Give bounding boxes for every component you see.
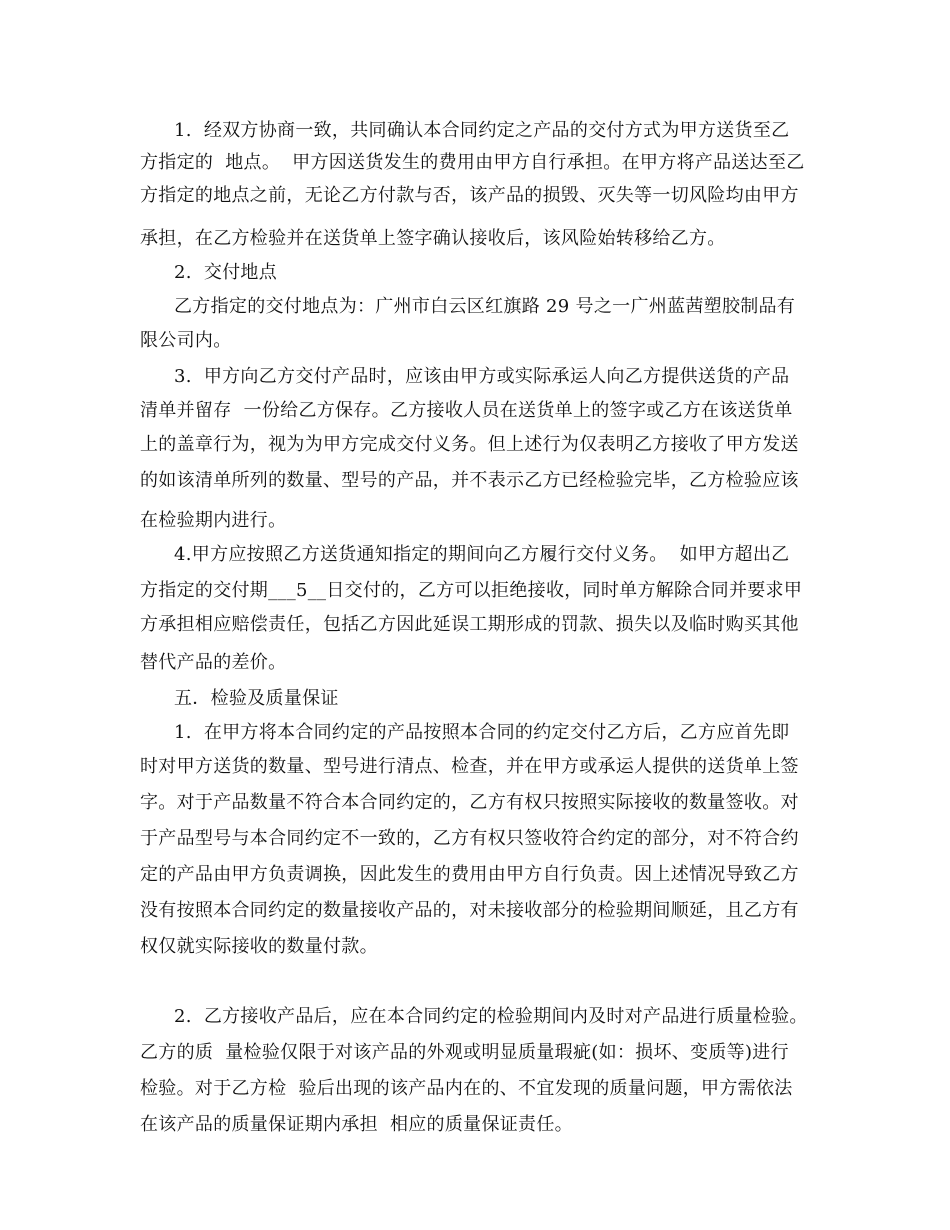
paragraph-line: 1. 在甲方将本合同约定的产品按照本合同的约定交付乙方后，乙方应首先即 <box>174 722 790 743</box>
paragraph-line: 乙方的质 量检验仅限于对该产品的外观或明显质量瑕疵(如：损坏、变质等)进行 <box>140 1042 789 1063</box>
paragraph-line: 1. 经双方协商一致，共同确认本合同约定之产品的交付方式为甲方送货至乙 <box>174 120 790 141</box>
paragraph-line: 于产品型号与本合同约定不一致的，乙方有权只签收符合约定的部分，对不符合约 <box>140 828 799 849</box>
paragraph-line: 的如该清单所列的数量、型号的产品，并不表示乙方已经检验完毕，乙方检验应该 <box>140 470 799 491</box>
paragraph-line: 上的盖章行为，视为为甲方完成交付义务。但上述行为仅表明乙方接收了甲方发送 <box>140 434 799 455</box>
paragraph-line: 方承担相应赔偿责任，包括乙方因此延误工期形成的罚款、损失以及临时购买其他 <box>140 614 799 635</box>
paragraph-line: 2. 乙方接收产品后，应在本合同约定的检验期间内及时对产品进行质量检验。 <box>174 1006 808 1027</box>
paragraph-line: 时对甲方送货的数量、型号进行清点、检查，并在甲方或承运人提供的送货单上签 <box>140 756 799 777</box>
paragraph-line: 3. 甲方向乙方交付产品时，应该由甲方或实际承运人向乙方提供送货的产品 <box>174 366 790 387</box>
paragraph-line: 方指定的交付期___5__日交付的，乙方可以拒绝接收，同时单方解除合同并要求甲 <box>140 580 803 601</box>
paragraph-line: 承担，在乙方检验并在送货单上签字确认接收后，该风险始转移给乙方。 <box>140 228 726 249</box>
paragraph-line: 限公司内。 <box>140 330 232 351</box>
section-heading: 五．检验及质量保证 <box>174 688 339 709</box>
paragraph-line: 方指定的 地点。 甲方因送货发生的费用由甲方自行承担。在甲方将产品送达至乙 <box>140 152 805 173</box>
paragraph-line: 乙方指定的交付地点为：广州市白云区红旗路 29 号之一广州蓝茜塑胶制品有 <box>174 296 796 317</box>
paragraph-line: 替代产品的差价。 <box>140 652 287 673</box>
paragraph-line: 在检验期内进行。 <box>140 510 287 531</box>
section-heading: 2. 交付地点 <box>174 262 278 283</box>
paragraph-line: 4.甲方应按照乙方送货通知指定的期间向乙方履行交付义务。 如甲方超出乙 <box>174 544 790 565</box>
paragraph-line: 方指定的地点之前，无论乙方付款与否，该产品的损毁、灭失等一切风险均由甲方 <box>140 185 799 206</box>
paragraph-line: 没有按照本合同约定的数量接收产品的，对未接收部分的检验期间顺延，且乙方有 <box>140 900 799 921</box>
paragraph-line: 字。对于产品数量不符合本合同约定的，乙方有权只按照实际接收的数量签收。对 <box>140 792 799 813</box>
paragraph-line: 在该产品的质量保证期内承担 相应的质量保证责任。 <box>140 1114 573 1135</box>
paragraph-line: 定的产品由甲方负责调换，因此发生的费用由甲方自行负责。因上述情况导致乙方 <box>140 864 799 885</box>
paragraph-line: 清单并留存 一份给乙方保存。乙方接收人员在送货单上的签字或乙方在该送货单 <box>140 400 793 421</box>
paragraph-line: 检验。对于乙方检 验后出现的该产品内在的、不宜发现的质量问题，甲方需依法 <box>140 1078 793 1099</box>
paragraph-line: 权仅就实际接收的数量付款。 <box>140 936 378 957</box>
